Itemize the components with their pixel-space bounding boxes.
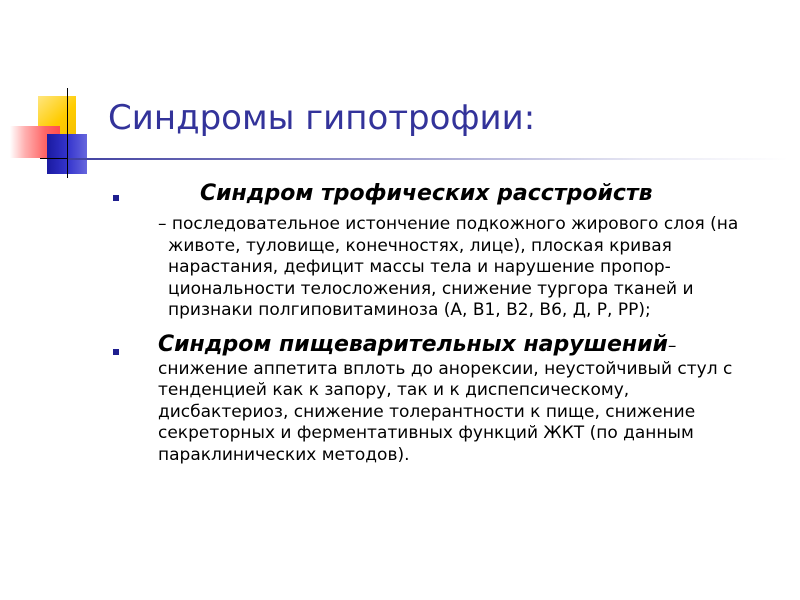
bullet-icon: [113, 349, 119, 355]
logo-vertical-line: [67, 88, 68, 178]
slide-title: Синдромы гипотрофии:: [108, 98, 536, 138]
item-description: – последовательное истончение подкожного жирового слоя (на животе, туловище, конечностях, лице), плоская кривая нарастания, дефицит массы тела и нарушение пропор-циональности телосложения, снижение тургора тканей и признаки полгиповитаминоза (А, В1, В2, В6, Д, Р, РР);: [158, 214, 739, 320]
list-item: [110, 331, 760, 467]
item-heading: Синдром трофических расстройств: [200, 181, 653, 206]
bullet-icon: [113, 195, 119, 201]
logo-decoration: [0, 0, 120, 200]
item-text: [158, 331, 760, 467]
item-heading: Синдром пищеварительных нарушений: [158, 331, 668, 357]
slide-content: [110, 178, 760, 466]
item-description: – снижение аппетита вплоть до анорексии, неустойчивый стул с тенденцией как к запору, так и к диспепсическому, дисбактериоз, снижение толерантности к пище, снижение секреторных и ферментативных функций ЖКТ (по данным параклинических методов).: [158, 335, 733, 465]
title-underline: [68, 158, 788, 160]
list-item: [110, 178, 760, 322]
